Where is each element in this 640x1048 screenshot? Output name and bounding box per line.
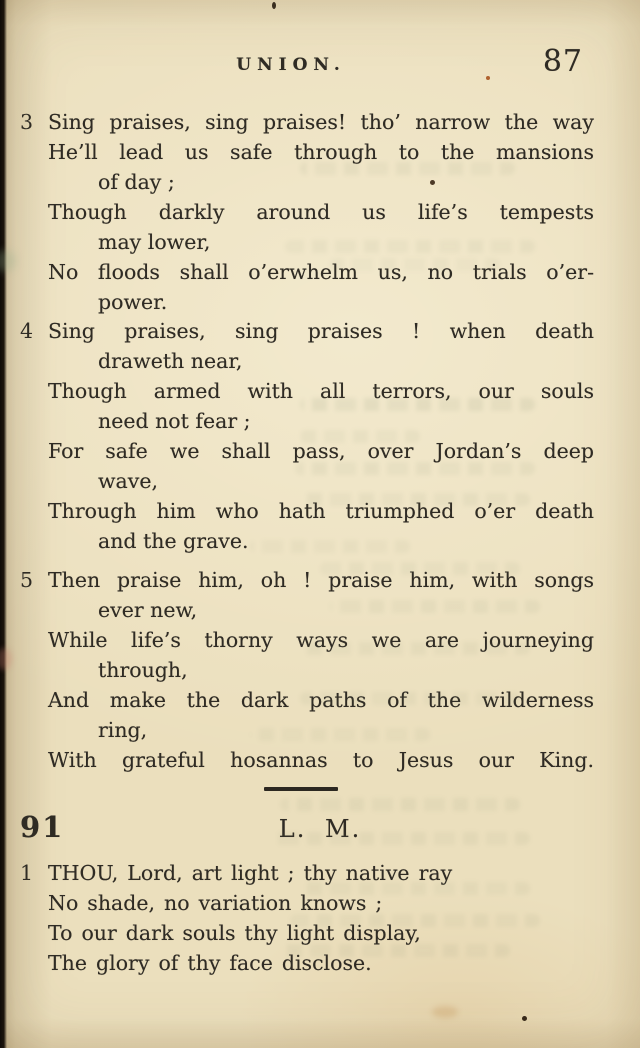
verse-line: through, (98, 658, 188, 682)
verse-line: He’ll lead us safe through to the mansions (48, 140, 594, 164)
bleed-through-smudge (290, 914, 540, 927)
foxing-spot (486, 76, 490, 80)
verse-number: 4 (20, 319, 34, 343)
bleed-through-smudge (300, 642, 530, 655)
section-title: UNION. (236, 55, 346, 75)
verse-number: 3 (20, 110, 34, 134)
bleed-through-smudge (280, 798, 520, 811)
verse-line: ever new, (98, 598, 198, 622)
verse-line: Sing praises, sing praises ! when death (48, 319, 594, 343)
foxing-spot (522, 1016, 527, 1021)
verse-line: No floods shall o’erwhelm us, no trials o’er- (48, 260, 594, 284)
verse-line: To our dark souls thy light display, (48, 921, 421, 945)
bleed-through-smudge (270, 832, 530, 845)
verse-line: may lower, (98, 230, 211, 254)
verse-line: Through him who hath triumphed o’er death (48, 499, 594, 523)
bleed-through-smudge (300, 882, 530, 895)
bleed-through-smudge (300, 493, 530, 506)
verse-line: need not fear ; (98, 409, 251, 433)
verse-line: of day ; (98, 170, 175, 194)
paper-stain (0, 648, 12, 670)
verse-line: draweth near, (98, 349, 243, 373)
bleed-through-smudge (320, 562, 520, 575)
bleed-through-smudge (250, 540, 410, 553)
foxing-spot (430, 180, 435, 185)
verse-line: power. (98, 290, 168, 314)
bleed-through-smudge (300, 162, 515, 175)
bleed-through-smudge (330, 258, 500, 271)
verse-line: Then praise him, oh ! praise him, with songs (48, 568, 594, 592)
verse-number: 5 (20, 568, 34, 592)
verse-line: Though armed with all terrors, our souls (48, 379, 594, 403)
hymn-divider-rule (264, 787, 338, 791)
bleed-through-smudge (295, 462, 535, 475)
ink-speck (272, 2, 276, 9)
bleed-through-smudge (250, 728, 430, 741)
paper-stain (432, 1006, 458, 1018)
hymn-continued-verse-5 (20, 565, 594, 775)
verse-line: And make the dark paths of the wilderness (48, 688, 594, 712)
bleed-through-smudge (330, 600, 540, 613)
verse-line: Though darkly around us life’s tempests (48, 200, 594, 224)
verse-line: THOU, Lord, art light ; thy native ray (48, 861, 453, 885)
verse-line: Sing praises, sing praises! tho’ narrow the way (48, 110, 594, 134)
bleed-through-smudge (300, 692, 520, 705)
bleed-through-smudge (280, 944, 510, 957)
verse-line: For safe we shall pass, over Jordan’s deep (48, 439, 594, 463)
hymn-number: 91 (20, 810, 65, 844)
page-number: 87 (542, 44, 583, 79)
verse-line: With grateful hosannas to Jesus our King. (48, 748, 594, 772)
verse-line: The glory of thy face disclose. (48, 951, 372, 975)
running-header (0, 0, 640, 90)
paper-stain (0, 250, 16, 272)
bleed-through-smudge (300, 430, 420, 443)
verse-line: wave, (98, 469, 158, 493)
verse-number: 1 (20, 861, 34, 885)
verse-line: ring, (98, 718, 148, 742)
bleed-through-smudge (300, 398, 535, 411)
verse-line: and the grave. (98, 529, 249, 553)
verse-line: While life’s thorny ways we are journeying (48, 628, 594, 652)
verse-line: No shade, no variation knows ; (48, 891, 383, 915)
hymn-continued-verse-3 (20, 107, 594, 317)
binding-edge (0, 0, 7, 1048)
hymn-meter: L. M. (278, 815, 362, 843)
bleed-through-smudge (285, 240, 535, 253)
